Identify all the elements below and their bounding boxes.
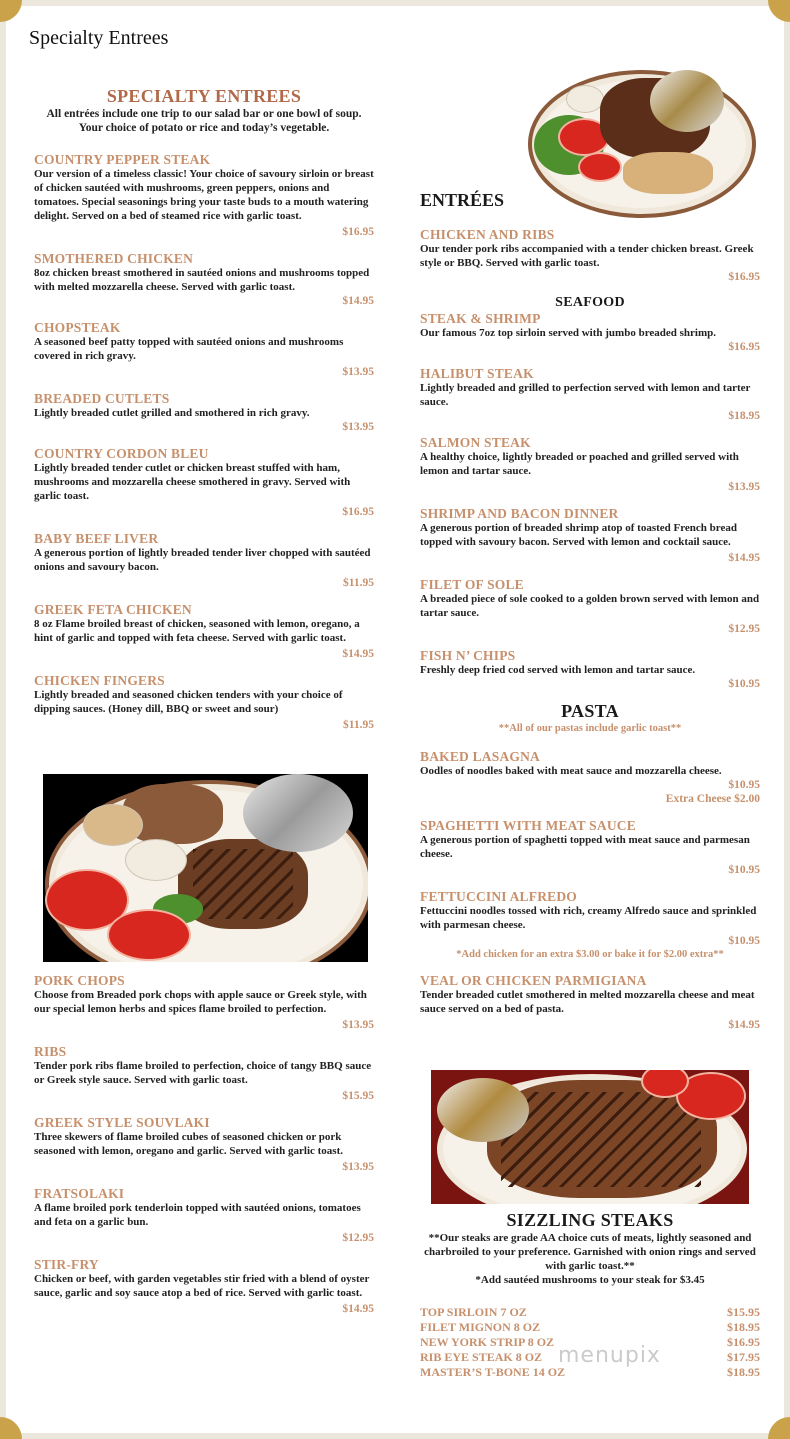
item-price: $10.95: [728, 935, 760, 947]
item-name: COUNTRY CORDON BLEU: [34, 446, 209, 461]
sour-cream-image: [125, 839, 187, 881]
item-name: SMOTHERED CHICKEN: [34, 251, 194, 266]
baked-potato-image: [650, 70, 724, 132]
corner-ornament: [0, 1417, 22, 1439]
grill-marks-image: [193, 849, 293, 919]
item-price: $13.95: [728, 481, 760, 493]
item-name: FRATSOLAKI: [34, 1186, 125, 1201]
item-name: FISH N’ CHIPS: [420, 648, 516, 663]
menu-item: [34, 602, 374, 661]
steak-price: $18.95: [727, 1320, 760, 1334]
item-name: HALIBUT STEAK: [420, 366, 534, 381]
baked-potato-image: [437, 1078, 529, 1142]
steak-name: FILET MIGNON 8 OZ: [420, 1320, 541, 1334]
item-desc: Choose from Breaded pork chops with apple sauce or Greek style, with our special lemon herbs and spices flame broiled to perfection.: [34, 989, 367, 1015]
menu-item: [34, 531, 374, 590]
item-desc: 8oz chicken breast smothered in sautéed onions and mushrooms topped with melted mozzarella cheese. Served with garlic toast.: [34, 267, 370, 293]
menu-item: [34, 1186, 374, 1245]
item-name: STIR-FRY: [34, 1257, 99, 1272]
menu-item: [420, 366, 760, 423]
chicken-breast-image: [623, 152, 713, 194]
steak-photo: [431, 1070, 749, 1204]
steak-price: $18.95: [727, 1365, 760, 1379]
menu-item: [34, 152, 374, 239]
item-desc: Lightly breaded and seasoned chicken tenders with your choice of dipping sauces. (Honey dill, BBQ or sweet and sour): [34, 689, 343, 715]
menu-item: [34, 1257, 374, 1316]
menu-item: [420, 311, 760, 354]
menu-item: [420, 818, 760, 877]
item-desc: Tender breaded cutlet smothered in melted mozzarella cheese and meat sauce served on a bed of pasta.: [420, 989, 755, 1015]
item-price: $16.95: [728, 271, 760, 283]
sauce-cup-image: [566, 85, 604, 113]
corner-ornament: [768, 0, 790, 22]
menu-item: [34, 673, 374, 732]
menu-item: [34, 251, 374, 308]
item-name: FETTUCCINI ALFREDO: [420, 889, 577, 904]
item-desc: A breaded piece of sole cooked to a golden brown served with lemon and tartar sauce.: [420, 593, 760, 619]
steak-price: $15.95: [727, 1305, 760, 1319]
item-price: $12.95: [728, 623, 760, 635]
item-name: BREADED CUTLETS: [34, 391, 170, 406]
menu-item: [34, 1044, 374, 1103]
item-name: CHOPSTEAK: [34, 320, 121, 335]
item-price: $16.95: [728, 341, 760, 353]
item-desc: A healthy choice, lightly breaded or poached and grilled served with lemon and tartar sauce.: [420, 451, 739, 477]
specialty-subtitle-1: All entrées include one trip to our salad bar or one bowl of soup.: [46, 108, 362, 120]
left-column: [34, 86, 374, 732]
specialty-subtitle-2: Your choice of potato or rice and today’s vegetable.: [78, 122, 330, 134]
item-price: $10.95: [728, 779, 760, 791]
item-price: $18.95: [728, 410, 760, 422]
item-price: $15.95: [342, 1090, 374, 1102]
menu-item: [34, 446, 374, 519]
item-price: $13.95: [342, 1019, 374, 1031]
seafood-title: SEAFOOD: [555, 295, 625, 310]
item-price: $14.95: [342, 295, 374, 307]
menu-item: [420, 577, 760, 636]
item-name: COUNTRY PEPPER STEAK: [34, 152, 211, 167]
item-name: SPAGHETTI WITH MEAT SAUCE: [420, 818, 636, 833]
item-desc: Fettuccini noodles tossed with rich, creamy Alfredo sauce and sprinkled with parmesan cheese.: [420, 905, 757, 931]
steak-name: MASTER’S T-BONE 14 OZ: [420, 1365, 566, 1379]
item-desc: A generous portion of spaghetti topped with meat sauce and parmesan cheese.: [420, 834, 750, 860]
steak-name: RIB EYE STEAK 8 OZ: [420, 1350, 543, 1364]
item-desc: Chicken or beef, with garden vegetables stir fried with a blend of oyster sauce, garlic and soy sauce atop a bed of rice. Served with garlic toast.: [34, 1273, 370, 1299]
item-desc: Three skewers of flame broiled cubes of seasoned chicken or pork seasoned with lemon, oregano and garlic. Served with garlic toast.: [34, 1131, 344, 1157]
item-name: BABY BEEF LIVER: [34, 531, 159, 546]
item-desc: Lightly breaded and grilled to perfection served with lemon and tarter sauce.: [420, 382, 751, 408]
item-price: $11.95: [343, 577, 374, 589]
item-name: VEAL OR CHICKEN PARMIGIANA: [420, 973, 647, 988]
menu-item: [34, 973, 374, 1032]
item-desc: Lightly breaded tender cutlet or chicken breast stuffed with ham, mushrooms and mozzarella cheese smothered in gravy. Served with garlic toast.: [34, 462, 351, 502]
menu-item: [420, 227, 760, 284]
item-price: $16.95: [342, 506, 374, 518]
steak-name: NEW YORK STRIP 8 OZ: [420, 1335, 555, 1349]
item-desc: Tender pork ribs flame broiled to perfection, choice of tangy BBQ sauce or Greek style sauce. Served with garlic toast.: [34, 1060, 372, 1086]
menu-item: [420, 889, 760, 961]
page-title: Specialty Entrees: [29, 27, 169, 49]
right-column: [420, 190, 760, 1032]
item-price: $13.95: [342, 366, 374, 378]
item-name: GREEK FETA CHICKEN: [34, 602, 192, 617]
item-price: $14.95: [728, 1019, 760, 1031]
item-desc: A generous portion of lightly breaded tender liver chopped with sautéed onions and savoury bacon.: [34, 547, 371, 573]
steak-row: [420, 1305, 760, 1320]
item-desc: Oodles of noodles baked with meat sauce and mozzarella cheese.: [420, 765, 722, 777]
item-name: CHICKEN FINGERS: [34, 673, 165, 688]
corner-ornament: [0, 0, 22, 22]
steak-name: TOP SIRLOIN 7 OZ: [420, 1305, 527, 1319]
apple-sauce-image: [83, 804, 143, 846]
steak-price: $17.95: [727, 1350, 760, 1364]
watermark: menupix: [558, 1343, 661, 1368]
item-extra-price: Extra Cheese $2.00: [665, 793, 760, 805]
item-price: $12.95: [342, 1232, 374, 1244]
alfredo-note: *Add chicken for an extra $3.00 or bake it for $2.00 extra**: [456, 949, 724, 960]
menu-item: [34, 1115, 374, 1174]
grill-marks-image: [501, 1092, 701, 1187]
item-price: $10.95: [728, 864, 760, 876]
item-desc: Our version of a timeless classic! Your choice of savoury sirloin or breast of chicken sautéed with mushrooms, green peppers, onions and tomatoes. Special seasonings bring your taste buds to a mouth watering delight. Served on a bed of steamed rice with garlic toast.: [34, 168, 374, 222]
item-price: $13.95: [342, 1161, 374, 1173]
item-price: $11.95: [343, 719, 374, 731]
item-name: CHICKEN AND RIBS: [420, 227, 555, 242]
item-name: BAKED LASAGNA: [420, 749, 540, 764]
item-name: PORK CHOPS: [34, 973, 125, 988]
sizzling-steaks-title: SIZZLING STEAKS: [506, 1210, 674, 1230]
item-desc: Lightly breaded cutlet grilled and smothered in rich gravy.: [34, 407, 310, 419]
menu-item: [420, 749, 760, 806]
item-name: FILET OF SOLE: [420, 577, 524, 592]
item-price: $10.95: [728, 678, 760, 690]
menu-item: [420, 435, 760, 494]
item-desc: Our famous 7oz top sirloin served with jumbo breaded shrimp.: [420, 327, 717, 339]
menu-item: [34, 391, 374, 434]
pasta-title: PASTA: [561, 701, 619, 721]
pork-chops-photo: [43, 774, 368, 962]
item-desc: 8 oz Flame broiled breast of chicken, seasoned with lemon, oregano, a hint of garlic and topped with feta cheese. Served with garlic toast.: [34, 618, 360, 644]
steaks-note-2: *Add sautéed mushrooms to your steak for $3.45: [475, 1274, 705, 1286]
item-price: $14.95: [342, 1303, 374, 1315]
item-desc: Freshly deep fried cod served with lemon and tartar sauce.: [420, 664, 696, 676]
menu-item: [420, 648, 760, 691]
left-column-lower: [34, 973, 374, 1316]
steaks-note-1: **Our steaks are grade AA choice cuts of meats, lightly seasoned and charbroiled to your preference. Garnished with onion rings and served with garlic toast.**: [424, 1232, 756, 1272]
menu-item: [34, 320, 374, 379]
item-desc: A generous portion of breaded shrimp atop of toasted French bread topped with savoury bacon. Served with lemon and cocktail sauce.: [420, 522, 737, 548]
item-desc: A flame broiled pork tenderloin topped with sautéed onions, tomatoes and feta on a garlic bun.: [34, 1202, 361, 1228]
item-price: $14.95: [342, 648, 374, 660]
item-name: GREEK STYLE SOUVLAKI: [34, 1115, 210, 1130]
item-name: SHRIMP AND BACON DINNER: [420, 506, 619, 521]
item-desc: A seasoned beef patty topped with sautéed onions and mushrooms covered in rich gravy.: [34, 336, 344, 362]
corner-ornament: [768, 1417, 790, 1439]
item-price: $14.95: [728, 552, 760, 564]
baked-potato-image: [243, 774, 353, 852]
item-name: SALMON STEAK: [420, 435, 531, 450]
tomato-slice-image: [578, 152, 622, 182]
item-desc: Our tender pork ribs accompanied with a tender chicken breast. Greek style or BBQ. Served with garlic toast.: [420, 243, 754, 269]
specialty-entrees-title: SPECIALTY ENTREES: [106, 86, 302, 106]
menu-item: [420, 973, 760, 1032]
entrees-title: ENTRÉES: [420, 190, 505, 210]
item-name: STEAK & SHRIMP: [420, 311, 541, 326]
item-price: $13.95: [342, 421, 374, 433]
steak-row: [420, 1320, 760, 1335]
menu-item: [420, 506, 760, 565]
steak-price: $16.95: [727, 1335, 760, 1349]
pasta-note: **All of our pastas include garlic toast**: [498, 723, 682, 734]
item-name: RIBS: [34, 1044, 67, 1059]
item-price: $16.95: [342, 226, 374, 238]
tomato-slice-image: [107, 909, 191, 961]
